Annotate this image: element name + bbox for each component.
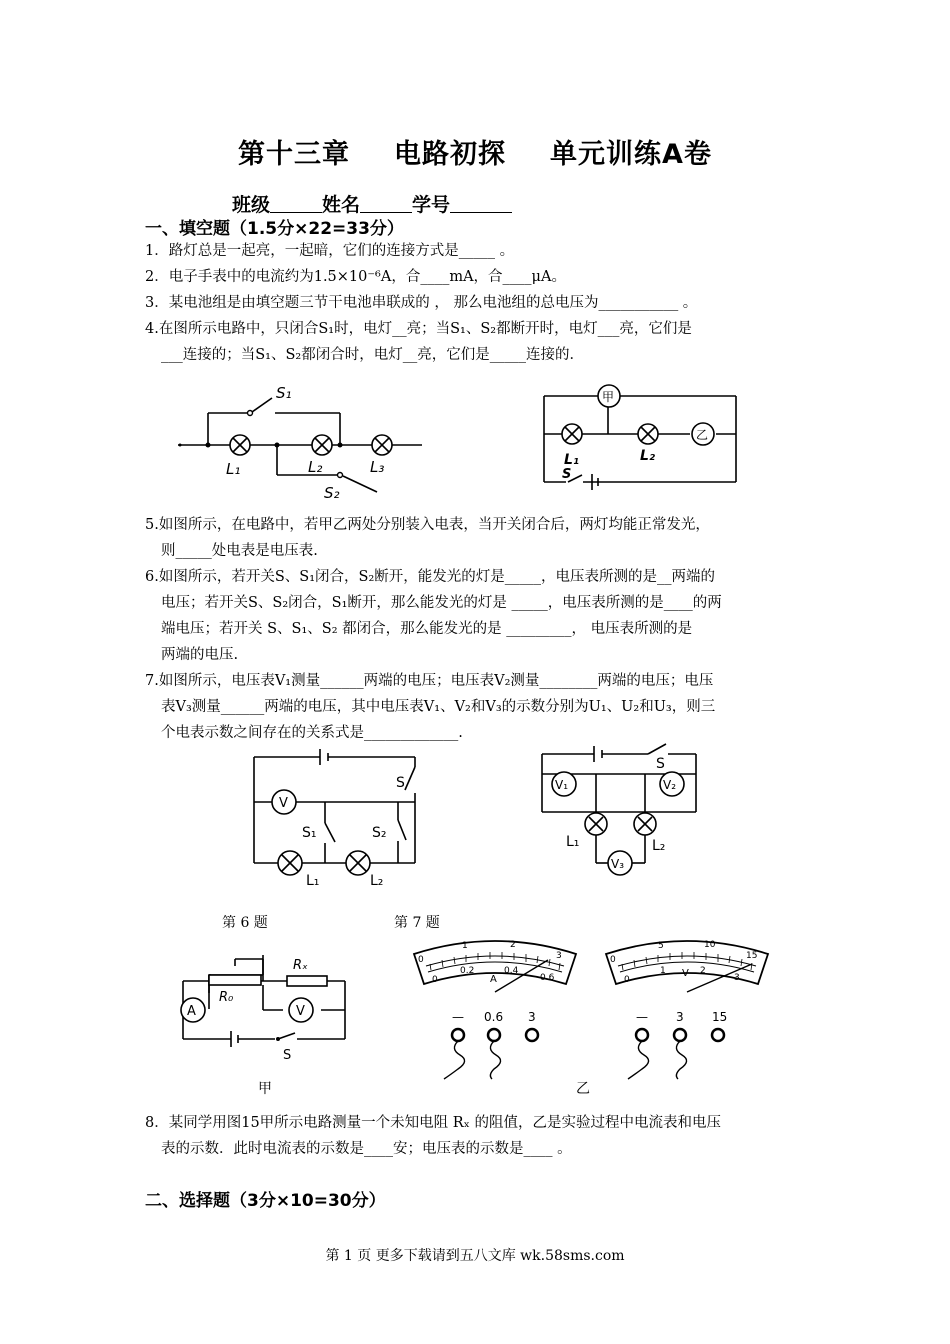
student-info: 班级 姓名 学号: [232, 190, 512, 217]
label-v3: V₃: [611, 857, 625, 871]
ammeter-bottom-3: 0.6: [540, 973, 555, 983]
voltmeter-symbol: [272, 790, 296, 814]
voltmeter-terminal-3: 3: [676, 1010, 684, 1024]
caption-yi: 乙: [576, 1081, 590, 1097]
q7-circuit-diagram: [538, 740, 738, 880]
label-l3: L₃: [370, 458, 385, 476]
label-l2: L₂: [308, 458, 323, 476]
q5-circuit-diagram: [540, 382, 750, 492]
question-5-line1: 5.如图所示，在电路中，若甲乙两处分别装入电表，当开关闭合后，两灯均能正常发光，: [145, 517, 710, 533]
name-blank[interactable]: [360, 193, 412, 213]
question-5-line2: 则_____处电表是电压表.: [161, 543, 318, 559]
label-s2: S₂: [324, 484, 340, 502]
question-8-line2: 表的示数．此时电流表的示数是____安；电压表的示数是____ 。: [161, 1141, 572, 1157]
label-l1: L₁: [564, 452, 580, 468]
question-6-line2: 电压；若开关S、S₂闭合，S₁断开，那么能发光的灯是 _____，电压表所测的是____的两: [161, 595, 722, 611]
lamp-l2-symbol: [312, 435, 332, 455]
label-v: V: [279, 796, 288, 811]
q4-circuit-diagram: [172, 380, 432, 500]
resistor-rx-symbol: [287, 976, 327, 986]
q6-circuit-diagram: [250, 745, 430, 889]
lamp-l2-symbol: [638, 424, 658, 444]
question-7-line3: 个电表示数之间存在的关系式是_____________.: [161, 725, 463, 741]
label-s: S: [283, 1048, 292, 1063]
meter-yi-symbol: [692, 423, 714, 445]
ammeter-top-3: 3: [556, 951, 562, 961]
label-s1: S₁: [302, 825, 317, 841]
label-l2: L₂: [370, 873, 384, 889]
label-s2: S₂: [372, 825, 387, 841]
voltmeter-top-3: 15: [746, 951, 758, 961]
voltmeter-terminals: [612, 1005, 762, 1080]
caption-fig6: 第 6 题: [222, 915, 268, 931]
ammeter-top-0: 0: [418, 955, 424, 965]
question-3: 3．某电池组是由填空题三节干电池串联成的 ， 那么电池组的总电压为___________ 。: [145, 295, 698, 311]
voltmeter-symbol: [289, 998, 313, 1022]
label-s: S: [562, 467, 572, 482]
voltmeter-v2-symbol: [660, 772, 684, 796]
ammeter-terminal-3: 3: [528, 1010, 536, 1024]
label-yi: 乙: [696, 428, 709, 442]
label-s1: S₁: [276, 384, 292, 402]
lamp-l2-symbol: [346, 851, 370, 875]
label-v1: V₁: [555, 778, 569, 792]
label-s: S: [656, 756, 665, 772]
ammeter-top-2: 2: [510, 940, 516, 950]
q8-circuit-diagram: [175, 955, 355, 1075]
label-l2: L₂: [640, 448, 656, 464]
lamp-l1-symbol: [562, 424, 582, 444]
ammeter-terminal-06: 0.6: [484, 1010, 504, 1024]
question-6-line4: 两端的电压.: [161, 647, 239, 663]
voltmeter-v3-symbol: [608, 851, 632, 875]
label-l1: L₁: [226, 460, 241, 478]
section-choice-title: 二、选择题（3分×10=30分）: [145, 1191, 386, 1211]
label-v2: V₂: [663, 778, 677, 792]
label-s: S: [396, 775, 405, 791]
page-footer: 第 1 页 更多下载请到五八文库 wk.58sms.com: [325, 1248, 625, 1264]
voltmeter-top-2: 10: [704, 940, 716, 950]
voltmeter-bottom-2: 2: [700, 966, 706, 976]
voltmeter-unit: V: [682, 968, 689, 979]
resistor-r0-symbol: [209, 975, 261, 985]
lamp-l3-symbol: [372, 435, 392, 455]
question-2: 2．电子手表中的电流约为1.5×10⁻⁶A，合____mA，合____μA。: [145, 269, 566, 285]
lamp-l1-symbol: [278, 851, 302, 875]
questions-5-7: [145, 512, 808, 746]
ammeter-bottom-1: 0.2: [460, 966, 475, 976]
caption-jia: 甲: [258, 1081, 272, 1097]
ammeter-symbol: [181, 998, 205, 1022]
id-blank[interactable]: [450, 193, 512, 213]
question-7-line1: 7.如图所示，电压表V₁测量______两端的电压；电压表V₂测量________两端的电压；电压: [145, 673, 714, 689]
ammeter-top-1: 1: [462, 941, 468, 951]
caption-fig7: 第 7 题: [394, 915, 440, 931]
voltmeter-bottom-0: 0: [624, 975, 630, 985]
ammeter-terminals: [428, 1005, 578, 1080]
ammeter-bottom-2: 0.4: [504, 966, 519, 976]
label-l2: L₂: [652, 838, 666, 854]
label-a: A: [187, 1004, 196, 1019]
voltmeter-face: [602, 932, 772, 1002]
voltmeter-top-0: 0: [610, 955, 616, 965]
ammeter-bottom-0: 0: [432, 975, 438, 985]
question-8: [145, 1110, 808, 1162]
voltmeter-v1-symbol: [552, 772, 576, 796]
question-6-line1: 6.如图所示，若开关S、S₁闭合，S₂断开，能发光的灯是_____，电压表所测的是__两端的: [145, 569, 716, 585]
question-7-line2: 表V₃测量______两端的电压，其中电压表V₁、V₂和V₃的示数分别为U₁、U₂和U₃，则三: [161, 699, 716, 715]
voltmeter-top-1: 5: [658, 941, 664, 951]
meter-jia-symbol: [598, 385, 620, 407]
voltmeter-terminal-neg: —: [636, 1010, 648, 1024]
page-title: 第十三章 电路初探 单元训练A卷: [238, 139, 712, 170]
lamp-l1-symbol: [230, 435, 250, 455]
ammeter-face: [410, 932, 580, 1002]
question-6-line3: 端电压；若开关 S、S₁、S₂ 都闭合，那么能发光的是 _________， 电压表所测的是: [161, 621, 693, 637]
ammeter-terminal-neg: —: [452, 1010, 464, 1024]
question-4-line1: 4.在图所示电路中，只闭合S₁时，电灯__亮；当S₁、S₂都断开时，电灯___亮，它们是: [145, 321, 692, 337]
lamp-l1-symbol: [585, 813, 607, 835]
ammeter-unit: A: [490, 974, 497, 985]
voltmeter-bottom-3: 3: [734, 973, 740, 983]
voltmeter-terminal-15: 15: [712, 1010, 728, 1024]
section-fill-title: 一、填空题（1.5分×22=33分）: [145, 219, 404, 239]
label-l1: L₁: [566, 834, 580, 850]
voltmeter-bottom-1: 1: [660, 966, 666, 976]
lamp-l2-symbol: [634, 813, 656, 835]
label-v: V: [296, 1004, 305, 1019]
question-4-line2: ___连接的；当S₁、S₂都闭合时，电灯__亮，它们是_____连接的．: [161, 347, 584, 363]
label-l1: L₁: [306, 873, 320, 889]
class-blank[interactable]: [270, 193, 322, 213]
label-r0: R₀: [219, 990, 234, 1005]
questions-1-4: [145, 238, 808, 368]
question-1: 1．路灯总是一起亮，一起暗，它们的连接方式是_____ 。: [145, 243, 515, 259]
question-8-line1: 8．某同学用图15甲所示电路测量一个未知电阻 Rₓ 的阻值，乙是实验过程中电流表和电压: [145, 1115, 721, 1131]
label-jia: 甲: [602, 390, 615, 404]
label-rx: Rₓ: [293, 958, 308, 973]
